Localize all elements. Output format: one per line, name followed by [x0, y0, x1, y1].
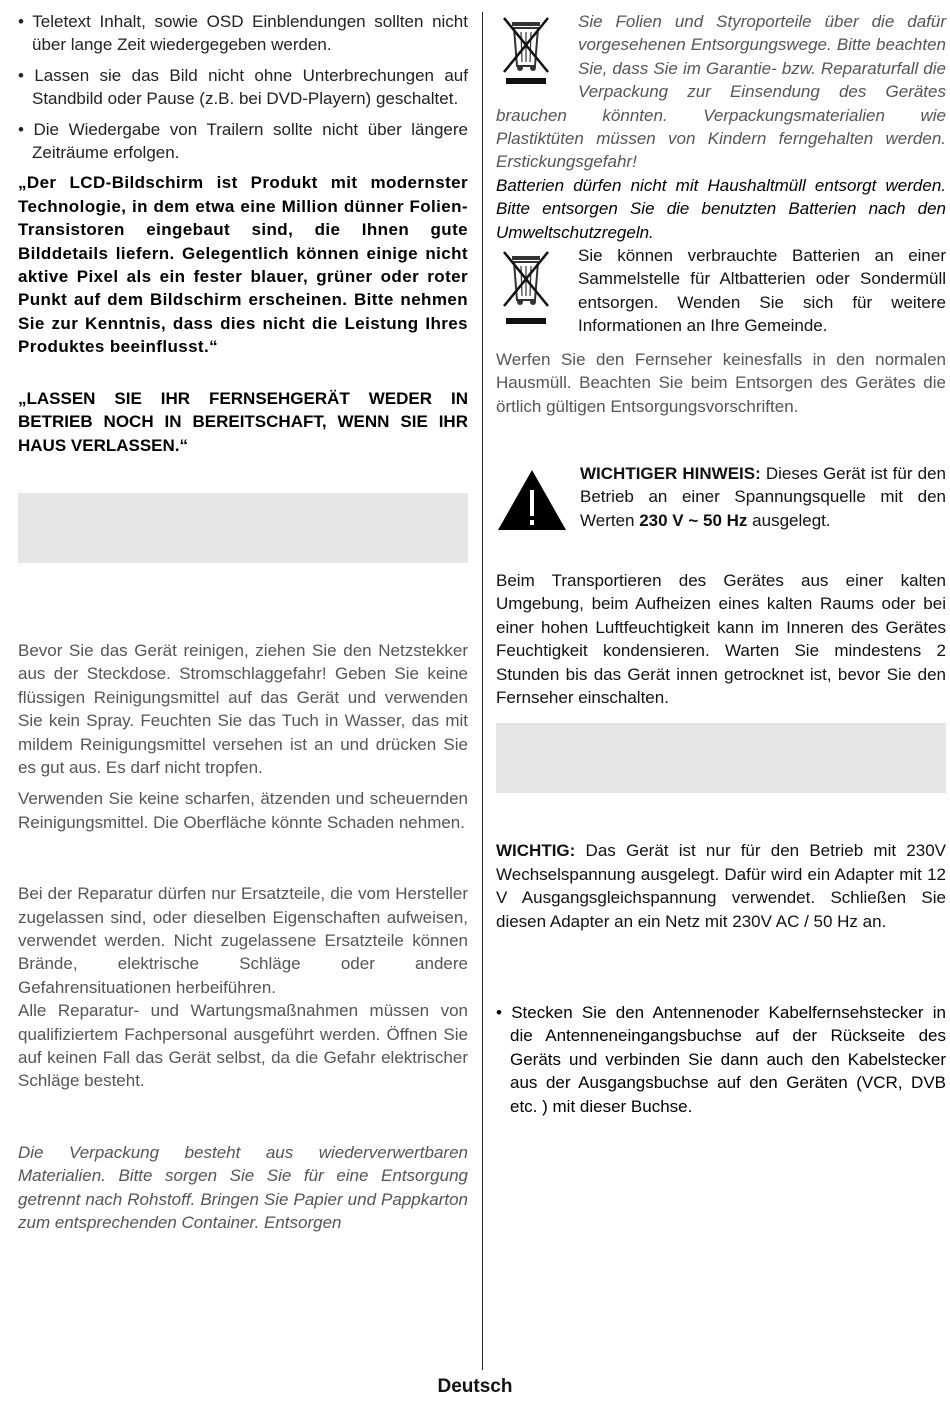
- list-item: • Teletext Inhalt, sowie OSD Einblendungen sollten nicht über lange Zeit wiedergegeben werden.: [18, 12, 468, 55]
- repair-paragraph: Alle Reparatur- und Wartungsmaßnahmen müssen von qualifiziertem Fachpersonal ausgeführt werden. Öffnen Sie auf keinen Fall das Gerät selbst, da die Gefahr elektrischer Schläge besteht.: [18, 1001, 468, 1091]
- important-paragraph: WICHTIG: Das Gerät ist nur für den Betrieb mit 230V Wechselspannung ausgelegt. Dafür wird ein Adapter mit 12 V Ausgangsgleichspannung verwendet. Schließen Sie diesen Adapter an ein Netz mit 230V AC / 50 Hz an.: [496, 841, 946, 931]
- lcd-notice: „Der LCD-Bildschirm ist Produkt mit modernster Technologie, in dem etwa eine Million dünner Folien-Transistoren eingebaut sind, die Ihnen gute Bilddetails liefern. Gelegentlich können einige nicht aktive Pixel als ein fester blauer, grüner oder roter Punkt auf dem Bildschirm erscheinen. Bitte nehmen Sie zur Kenntnis, dass dies nicht die Leistung Ihres Produktes beeinflusst.“: [18, 173, 468, 357]
- packaging-continued: Sie Folien und Styroporteile über die dafür vorgesehenen Entsorgungswege. Bitte beachten Sie, dass Sie im Garantie- bzw. Reparaturfall die Verpackung zur Einsendung des Gerätes brauchen könnten. Verpackungsmaterialien wie Plastiktüten müssen von Kindern ferngehalten werden. Erstickungsgefahr!: [496, 12, 946, 172]
- crossed-bin-icon: [496, 246, 568, 333]
- battery-info: Sie können verbrauchte Batterien an einer Sammelstelle für Altbatterien oder Sondermüll entsorgen. Wenden Sie sich für weitere Informationen an Ihre Gemeinde.: [578, 246, 946, 336]
- left-column: [18, 10, 468, 1234]
- repair-paragraph: Bei der Reparatur dürfen nur Ersatzteile, die vom Hersteller zugelassen sind, oder dieselben Eigenschaften aufweisen, verwendet werden. Nicht zugelassene Ersatzteile können Brände, elektrische Schläge oder andere Gefahrensituationen herbeiführen.: [18, 884, 468, 997]
- packaging-paragraph: Die Verpackung besteht aus wiederverwertbaren Materialien. Bitte sorgen Sie Sie für eine Entsorgung getrennt nach Rohstoff. Bringen Sie Papier und Pappkarton zum entsprechenden Container. Entsorgen: [18, 1142, 468, 1233]
- disposal-paragraph: Werfen Sie den Fernseher keinesfalls in den normalen Hausmüll. Beachten Sie beim Entsorgen des Gerätes die örtlich gültigen Entsorgungsvorschriften.: [496, 349, 946, 416]
- transport-paragraph: Beim Transportieren des Gerätes aus einer kalten Umgebung, beim Aufheizen eines kalten Raums oder bei einer hohen Luftfeuchtigkeit kann im Inneren des Gerätes Feuchtigkeit kondensieren. Warten Sie mindestens 2 Stunden bis das Gerät innen getrocknet ist, bevor Sie den Fernseher einschalten.: [496, 570, 946, 707]
- section-heading-bar: [18, 493, 468, 563]
- crossed-bin-icon: [496, 12, 568, 91]
- column-divider: [482, 12, 483, 1370]
- cleaning-paragraph: Verwenden Sie keine scharfen, ätzenden und scheuernden Reinigungsmittel. Die Oberfläche könnte Schaden nehmen.: [18, 789, 468, 832]
- list-item: • Lassen sie das Bild nicht ohne Unterbrechungen auf Standbild oder Pause (z.B. bei DVD-Playern) geschaltet.: [18, 65, 468, 109]
- battery-warning: Batterien dürfen nicht mit Haushaltmüll entsorgt werden. Bitte entsorgen Sie die benutzten Batterien nach den Umweltschutzregeln.: [496, 175, 946, 242]
- warning-triangle-icon: [496, 468, 568, 537]
- list-item: • Die Wiedergabe von Trailern sollte nicht über längere Zeiträume erfolgen.: [18, 119, 468, 163]
- antenna-bullet: • Stecken Sie den Antennenoder Kabelfernsehstecker in die Antenneneingangsbuchse auf der Rückseite des Geräts und verbinden Sie dann auch den Kabelstecker aus der Ausgangsbuchse auf den Geräten (VCR, DVB etc. ) mit dieser Buchse.: [496, 1002, 946, 1116]
- page-footer-language: Deutsch: [437, 1376, 513, 1397]
- warning-text: WICHTIGER HINWEIS: Dieses Gerät ist für den Betrieb an einer Spannungsquelle mit den Werten 230 V ~ 50 Hz ausgelegt.: [580, 463, 946, 530]
- section-heading-bar: [496, 723, 946, 793]
- cleaning-paragraph: Bevor Sie das Gerät reinigen, ziehen Sie den Netzstekker aus der Steckdose. Stromschlaggefahr! Geben Sie keine flüssigen Reinigungsmittel auf das Gerät und verwenden Sie kein Spray. Feuchten Sie das Tuch in Wasser, das mit mildem Reinigungsmittel versehen ist an und drücken Sie es gut aus. Es darf nicht tropfen.: [18, 640, 468, 777]
- caps-notice: „LASSEN SIE IHR FERNSEHGERÄT WEDER IN BETRIEB NOCH IN BEREITSCHAFT, WENN SIE IHR HAUS VERLASSEN.“: [18, 388, 468, 455]
- warning-block: [496, 462, 946, 537]
- right-column: [496, 10, 946, 1125]
